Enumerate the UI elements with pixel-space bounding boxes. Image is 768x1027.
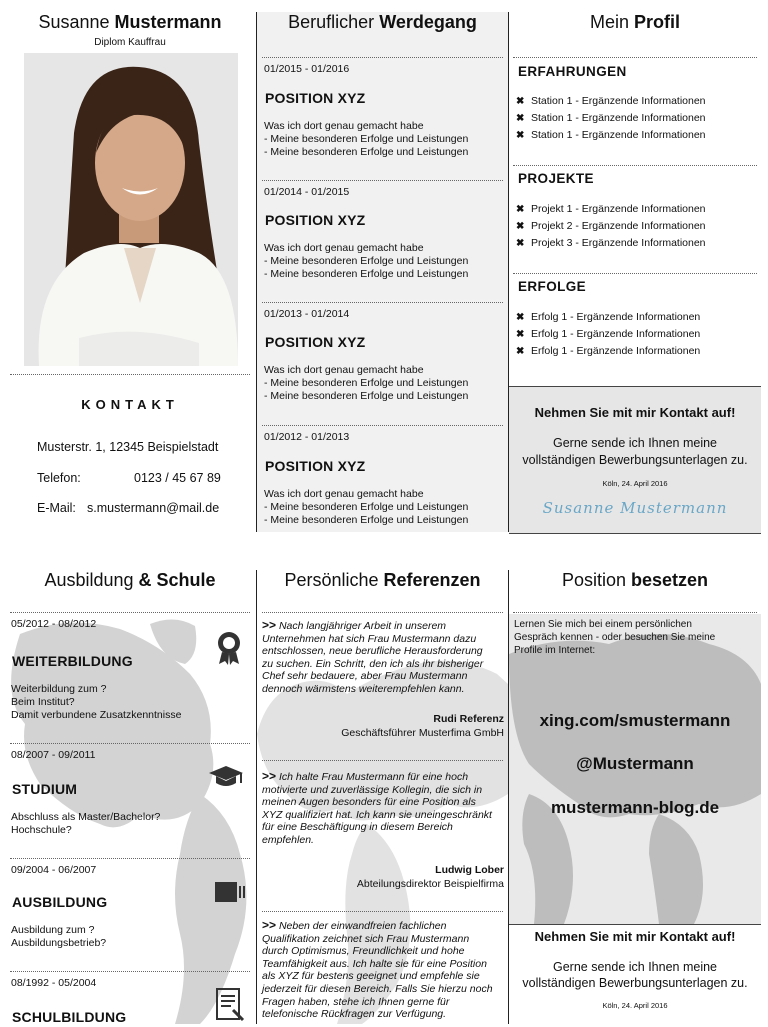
experience-list: ✖ Station 1 - Ergänzende Informationen ✖ Station 1 - Ergänzende Informationen ✖ Station 1 - Ergänzende Informationen	[516, 93, 706, 144]
career-heading: Beruflicher Werdegang	[288, 12, 477, 32]
career-desc-2: Was ich dort genau gemacht habe - Meine besonderen Erfolge und Leistungen - Meine besonderen Erfolge und Leistungen	[264, 242, 469, 280]
profile-heading: Mein Profil	[589, 12, 681, 32]
profile-section-projects: PROJEKTE	[518, 171, 594, 186]
blog-link[interactable]: mustermann-blog.de	[550, 798, 720, 817]
edu-title-2: STUDIUM	[12, 781, 78, 797]
reference-1-role: Geschäftsführer Musterfima GmbH	[341, 727, 504, 739]
career-desc-1: Was ich dort genau gemacht habe - Meine besonderen Erfolge und Leistungen - Meine besonderen Erfolge und Leistungen	[264, 120, 469, 158]
name-heading	[10, 12, 250, 33]
career-position-2: POSITION XYZ	[265, 212, 366, 228]
xing-link[interactable]: xing.com/smustermann	[539, 711, 731, 730]
position-heading: Position besetzen	[561, 570, 709, 590]
profile-section-experience: ERFAHRUNGEN	[518, 64, 627, 79]
reference-3-text: >> Neben der einwandfreien fachlichen Qualifikation zeichnet sich Frau Mustermann durch Optimismus, Freundlichkeit und hohe Teamfähigkeit aus. Ich halte sie für eine Position als XYZ für bestens geeignet und empfehle sie jederzeit für diesen Bereich. Falls Sie hierzu noch Fragen haben, stehe ich Ihnen gerne für telefonische Rückfragen zur Verfügung.	[262, 918, 493, 1021]
contact-box-2	[509, 924, 761, 1025]
cross-icon: ✖	[516, 204, 525, 215]
graduation-cap-icon	[208, 764, 244, 795]
contact-box-2-text: Gerne sende ich Ihnen meine vollständigen Bewerbungsunterlagen zu.	[522, 960, 748, 990]
cross-icon: ✖	[516, 238, 525, 249]
cross-icon: ✖	[516, 221, 525, 232]
edu-title-4: SCHULBILDUNG	[12, 1009, 127, 1025]
edu-title-1: WEITERBILDUNG	[12, 653, 133, 669]
contact-box-text: Gerne sende ich Ihnen meine vollständigen Bewerbungsunterlagen zu.	[522, 436, 748, 467]
cross-icon: ✖	[516, 346, 525, 357]
subtitle: Diplom Kauffrau	[94, 37, 166, 48]
kontakt-title: KONTAKT	[81, 397, 179, 412]
cross-icon: ✖	[516, 113, 525, 124]
phone-label: Telefon:	[37, 471, 81, 485]
profile-section-achievements: ERFOLGE	[518, 279, 587, 294]
projects-list: ✖ Projekt 1 - Ergänzende Informationen ✖ Projekt 2 - Ergänzende Informationen ✖ Projekt 3 - Ergänzende Informationen	[516, 201, 706, 252]
cross-icon: ✖	[516, 312, 525, 323]
award-icon	[214, 630, 244, 671]
first-name: Susanne	[38, 12, 110, 32]
edu-title-3: AUSBILDUNG	[12, 894, 108, 910]
reference-2-role: Abteilungsdirektor Beispielfirma	[356, 878, 504, 890]
contact-box-2-title: Nehmen Sie mit mir Kontakt auf!	[534, 929, 736, 944]
career-position-3: POSITION XYZ	[265, 334, 366, 350]
career-position-1: POSITION XYZ	[265, 90, 366, 106]
email-value[interactable]: s.mustermann@mail.de	[87, 501, 220, 515]
last-name: Mustermann	[114, 12, 222, 32]
career-position-4: POSITION XYZ	[265, 458, 366, 474]
education-heading: Ausbildung & Schule	[44, 570, 216, 590]
career-date-2: 01/2014 - 01/2015	[264, 186, 350, 198]
signature: Susanne Mustermann	[542, 499, 728, 517]
position-intro: Lernen Sie mich bei einem persönlichen Gespräch kennen - oder besuchen Sie meine Profile im Internet:	[514, 619, 716, 656]
cross-icon: ✖	[516, 329, 525, 340]
briefcase-icon	[215, 880, 245, 909]
edu-desc-2: Abschluss als Master/Bachelor? Hochschule?	[11, 811, 161, 836]
edu-date-1: 05/2012 - 08/2012	[11, 618, 97, 630]
reference-1-text: >> Nach langjähriger Arbeit in unserem Unternehmen hat sich Frau Mustermann dazu entschlossen, neue berufliche Herausforderung zu suchen. Ein Schritt, den ich als ihr bisheriger Chef sehr bedauere, aber Frau Mustermann dennoch wärmstens weiterempfehlen kann.	[262, 618, 484, 695]
contact-box-2-date: Köln, 24. April 2016	[602, 1001, 668, 1010]
address: Musterstr. 1, 12345 Beispielstadt	[37, 440, 219, 454]
career-date-3: 01/2013 - 01/2014	[264, 308, 350, 320]
edu-date-3: 09/2004 - 06/2007	[11, 864, 97, 876]
reference-2-name: Ludwig Lober	[435, 864, 504, 876]
phone-value: 0123 / 45 67 89	[134, 471, 221, 485]
contact-box	[509, 386, 761, 534]
career-date-1: 01/2015 - 01/2016	[264, 63, 350, 75]
edu-date-2: 08/2007 - 09/2011	[11, 749, 96, 761]
contact-box-title: Nehmen Sie mit mir Kontakt auf!	[534, 405, 736, 420]
edu-desc-1: Weiterbildung zum ? Beim Institut? Damit verbundene Zusatzkenntnisse	[11, 683, 182, 721]
reference-1-name: Rudi Referenz	[433, 713, 504, 725]
career-desc-3: Was ich dort genau gemacht habe - Meine besonderen Erfolge und Leistungen - Meine besonderen Erfolge und Leistungen	[264, 364, 469, 402]
edu-date-4: 08/1992 - 05/2004	[11, 977, 97, 989]
career-date-4: 01/2012 - 01/2013	[264, 431, 350, 443]
profile-photo	[24, 53, 238, 366]
edu-desc-3: Ausbildung zum ? Ausbildungsbetrieb?	[11, 924, 107, 949]
reference-2-text: >> Ich halte Frau Mustermann für eine hoch motivierte und zuverlässige Kollegin, die sich in meinen Augen besonders für eine Position als XYZ qualifiziert hat. Ich kann sie uneingeschränkt für eine Beschäftigung in diesem Bereich empfehlen.	[262, 769, 492, 846]
achievements-list: ✖ Erfolg 1 - Ergänzende Informationen ✖ Erfolg 1 - Ergänzende Informationen ✖ Erfolg 1 - Ergänzende Informationen	[516, 309, 700, 360]
twitter-link[interactable]: @Mustermann	[576, 754, 694, 773]
career-desc-4: Was ich dort genau gemacht habe - Meine besonderen Erfolge und Leistungen - Meine besonderen Erfolge und Leistungen	[264, 488, 469, 526]
contact-box-date: Köln, 24. April 2016	[602, 479, 668, 488]
email-label: E-Mail:	[37, 501, 76, 515]
cross-icon: ✖	[516, 96, 525, 107]
references-heading: Persönliche Referenzen	[284, 570, 481, 590]
cross-icon: ✖	[516, 130, 525, 141]
certificate-icon	[215, 988, 245, 1027]
